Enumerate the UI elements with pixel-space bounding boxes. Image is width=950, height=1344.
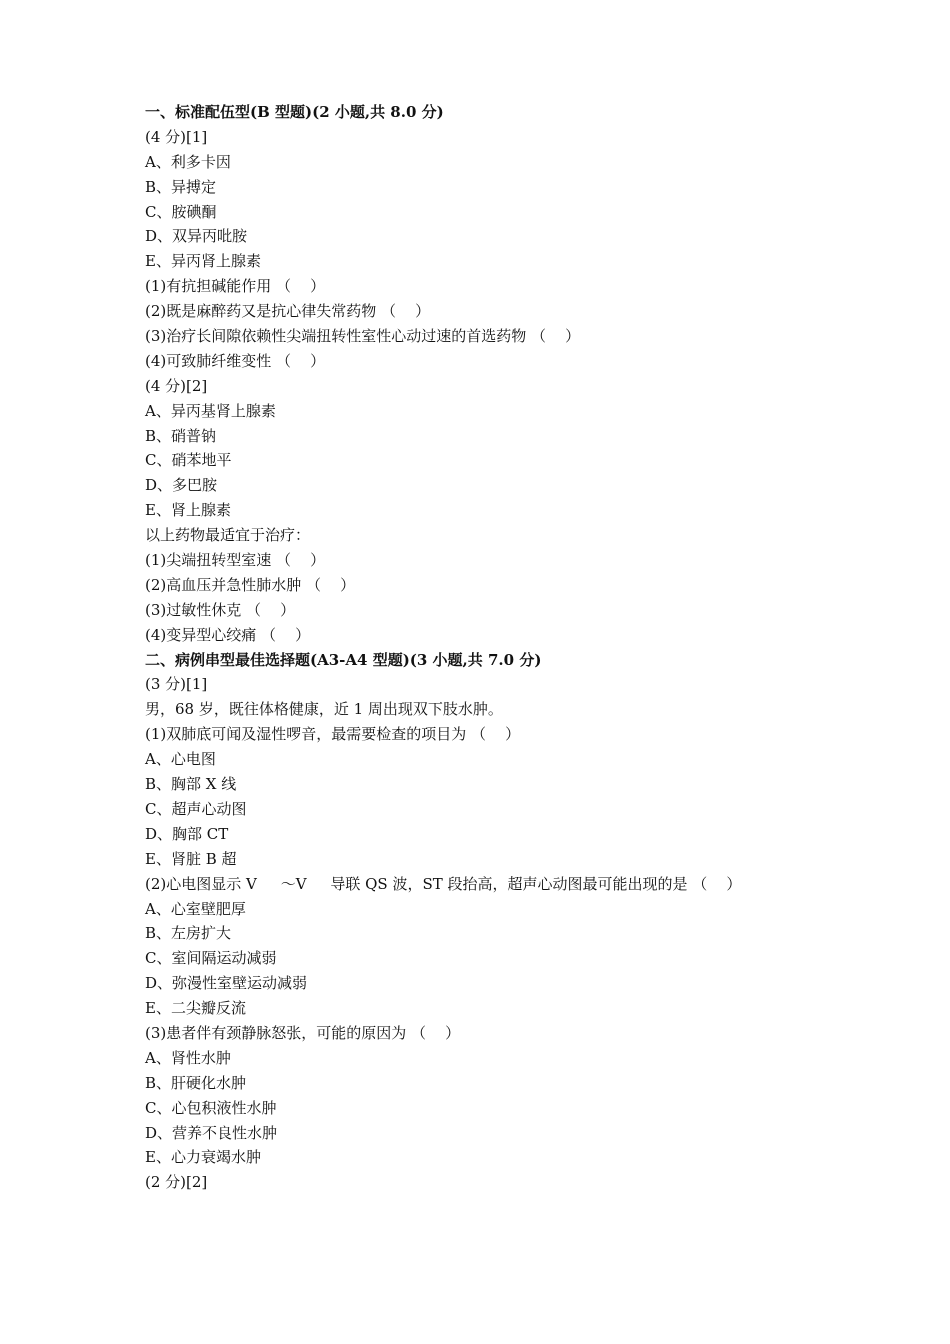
text-line: E、心力衰竭水肿 bbox=[145, 1148, 261, 1167]
text-line: E、肾脏 B 超 bbox=[145, 849, 237, 868]
text-line: B、硝普钠 bbox=[145, 426, 217, 445]
text-line: (1)有抗担碱能作用 （ ） bbox=[145, 277, 326, 296]
text-line: (2 分)[2] bbox=[145, 1173, 208, 1192]
text-line: D、胸部 CT bbox=[145, 824, 229, 843]
text-line: A、肾性水肿 bbox=[145, 1048, 231, 1067]
text-line: B、异搏定 bbox=[145, 177, 217, 196]
text-line: (4 分)[2] bbox=[145, 376, 208, 395]
text-line: (3 分)[1] bbox=[145, 675, 208, 694]
text-line: A、心室壁肥厚 bbox=[145, 899, 246, 918]
exam-document bbox=[145, 100, 905, 1195]
text-line: B、左房扩大 bbox=[145, 924, 232, 943]
text-line: (1)双肺底可闻及湿性啰音，最需要检查的项目为 （ ） bbox=[145, 725, 521, 744]
text-line: D、多巴胺 bbox=[145, 476, 218, 495]
text-line: A、利多卡因 bbox=[145, 152, 231, 171]
text-line: D、营养不良性水肿 bbox=[145, 1123, 278, 1142]
text-line: A、异丙基肾上腺素 bbox=[145, 401, 276, 420]
text-line: 以上药物最适宜于治疗： bbox=[145, 526, 311, 545]
text-line: C、胺碘酮 bbox=[145, 202, 217, 221]
text-line: E、异丙肾上腺素 bbox=[145, 252, 261, 271]
text-line: C、超声心动图 bbox=[145, 799, 247, 818]
text-line: E、二尖瓣反流 bbox=[145, 999, 246, 1018]
text-line: E、肾上腺素 bbox=[145, 501, 231, 520]
section-heading: 一、标准配伍型(B 型题)(2 小题,共 8.0 分) bbox=[145, 103, 444, 121]
text-line: (4 分)[1] bbox=[145, 127, 208, 146]
text-line: B、肝硬化水肿 bbox=[145, 1073, 247, 1092]
text-line: D、双异丙吡胺 bbox=[145, 227, 248, 246]
text-line: A、心电图 bbox=[145, 750, 216, 769]
text-line: D、弥漫性室壁运动减弱 bbox=[145, 974, 308, 993]
text-line: C、心包积液性水肿 bbox=[145, 1098, 277, 1117]
text-line: (3)过敏性休克 （ ） bbox=[145, 600, 296, 619]
text-line: (3)治疗长间隙依赖性尖端扭转性室性心动过速的首选药物 （ ） bbox=[145, 327, 581, 346]
text-line: 男，68 岁，既往体格健康，近 1 周出现双下肢水肿。 bbox=[145, 700, 503, 719]
text-line: (2)心电图显示 V ～V 导联 QS 波，ST 段抬高，超声心动图最可能出现的是 （ ） bbox=[145, 874, 742, 893]
text-line: (3)患者伴有颈静脉怒张，可能的原因为 （ ） bbox=[145, 1023, 461, 1042]
text-line: (2)高血压并急性肺水肿 （ ） bbox=[145, 575, 356, 594]
text-line: (1)尖端扭转型室速 （ ） bbox=[145, 551, 326, 570]
text-line: (4)可致肺纤维变性 （ ） bbox=[145, 351, 326, 370]
text-line: (4)变异型心绞痛 （ ） bbox=[145, 625, 311, 644]
section-heading: 二、病例串型最佳选择题(A3-A4 型题)(3 小题,共 7.0 分) bbox=[145, 650, 542, 669]
text-line: C、硝苯地平 bbox=[145, 451, 232, 470]
text-line: B、胸部 X 线 bbox=[145, 775, 237, 794]
text-line: (2)既是麻醉药又是抗心律失常药物 （ ） bbox=[145, 302, 431, 321]
text-line: C、室间隔运动减弱 bbox=[145, 949, 277, 968]
